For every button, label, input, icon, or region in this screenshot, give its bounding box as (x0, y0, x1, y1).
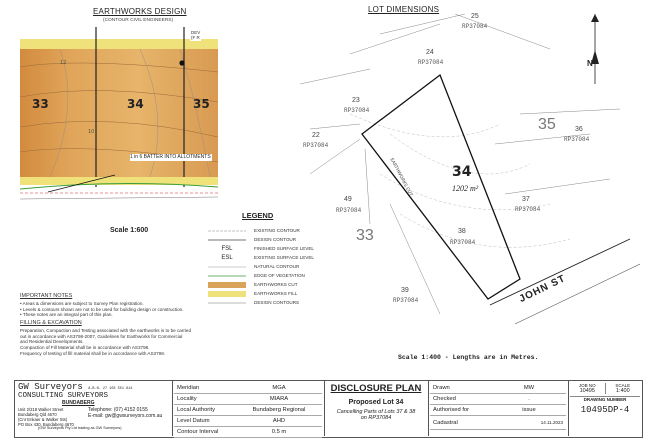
lot-plan: RP37084 (393, 297, 419, 304)
cut-label: EARTHWORKS CUT (388, 157, 413, 198)
on-plan-text: on RP37084 (360, 415, 392, 421)
lot-label: 39 (401, 287, 409, 294)
legend-abbr: ESL (221, 254, 233, 261)
lot-label: 23 (352, 97, 360, 104)
company-name: GW Surveyors (18, 382, 83, 392)
divider (324, 381, 325, 436)
legend-label: NATURAL CONTOUR (254, 264, 300, 269)
legend-title: LEGEND (242, 211, 274, 220)
legend-row (208, 262, 314, 271)
lot-label: 37 (522, 196, 530, 203)
filling-line: Frequency of testing of fill material shall be in accordance with AS3798. (20, 350, 166, 356)
lot-label: 36 (575, 126, 583, 133)
notes (20, 291, 280, 357)
job-panel (570, 383, 640, 415)
lot-label: 38 (458, 228, 466, 235)
lot-plan: RP37084 (303, 142, 329, 149)
street-name: JOHN ST (517, 273, 568, 305)
drawing-label: DRAWING NUMBER (583, 397, 627, 402)
lot-plan: RP37084 (450, 239, 476, 246)
lot-plan: RP37084 (336, 207, 362, 214)
address-line: PO Box 430, Bundaberg 4670 (18, 421, 74, 427)
big-lot-35: 35 (538, 116, 556, 133)
address-line: Unit 2/218 Walker Street (18, 406, 64, 412)
lot-plan: RP37084 (564, 136, 590, 143)
legend-label: EXISTING SURFACE LEVEL (254, 255, 314, 260)
legend-label: EARTHWORKS CUT (254, 282, 298, 287)
legend-label: EXISTING CONTOUR (254, 228, 300, 233)
cut-swatch (208, 282, 246, 288)
approval-row: Authorised for issue (430, 405, 566, 416)
job-no: 10495 (579, 388, 595, 394)
divider (428, 381, 429, 436)
ew-lot-33: 33 (32, 97, 49, 111)
contour-label: 12 (60, 60, 67, 66)
drawing-number: 10495DP-4 (580, 405, 630, 415)
filling-line: and Residential Developments. (20, 339, 84, 345)
ew-lot-34: 34 (127, 97, 144, 111)
big-lot-33: 33 (356, 227, 374, 244)
legend-row (208, 253, 314, 262)
field-row: Level Datum AHD (174, 416, 322, 427)
field-row: Contour Interval 0.5 m (174, 427, 322, 438)
plan-title: DISCLOSURE PLAN (330, 383, 422, 394)
town-label: BUNDABERG (62, 399, 95, 406)
lot-area: 1202 m² (452, 184, 479, 193)
address-line: (Cnr Enkaer & Walker Sts) (18, 416, 68, 422)
earthworks-scale: Scale 1:600 (110, 227, 149, 234)
north-label: N (587, 59, 593, 68)
main-lot-number: 34 (452, 164, 472, 180)
approval-row: Checked . (430, 394, 566, 405)
legend-label: EARTHWORKS FILL (254, 291, 298, 296)
legend-label: DESIGN CONTOURS (254, 300, 300, 305)
lot-plan: RP37084 (344, 107, 370, 114)
legend-row (208, 244, 314, 253)
ew-lot-35: 35 (193, 97, 210, 111)
lot-dimensions-title: LOT DIMENSIONS (368, 5, 440, 14)
legend-row (208, 280, 314, 289)
approval-row: Drawn MW (430, 383, 566, 394)
lot-plan: RP37084 (462, 23, 488, 30)
contour-label: 10 (88, 129, 95, 135)
note-item: • Levels & contours shown are not to be used for building design or construction. (20, 306, 184, 312)
earthworks-title: EARTHWORKS DESIGN (93, 7, 187, 16)
lot-label: 24 (426, 49, 434, 56)
company-footer: (GW Surveyors Pty Ltd trading as GW Surveyors) (38, 425, 122, 430)
email-link[interactable]: E-mail: gw@gwsurveyors.com.au (88, 412, 163, 419)
lot-plan: RP37084 (418, 59, 444, 66)
field-row: Meridian MGA (174, 383, 322, 394)
phone: Telephone: (07) 4152 0155 (88, 406, 148, 413)
divider (568, 381, 569, 436)
legend-row (208, 271, 314, 280)
field-row: Locality MIARA (174, 394, 322, 405)
note-item: • Areas & dimensions are subject to Survey Plan registration. (20, 300, 144, 306)
note-item: • These notes are an integral part of this plan. (20, 312, 113, 318)
lot-plan: RP37084 (515, 206, 541, 213)
consulting-label: CONSULTING SURVEYORS (18, 392, 109, 400)
earthworks-map (20, 27, 218, 223)
divider (172, 381, 173, 436)
lot-dimensions-scale: Scale 1:400 - Lengths are in Metres. (398, 354, 539, 361)
lot-label: 22 (312, 132, 320, 139)
filling-title: FILLING & EXCAVATION (20, 320, 82, 327)
legend-abbr: FSL (221, 245, 233, 252)
job-no-label: JOB NO (578, 383, 596, 388)
important-notes-title: IMPORTANT NOTES (20, 293, 73, 299)
plan-title-panel (326, 384, 426, 422)
legend-label: FINISHED SURFACE LEVEL (254, 246, 314, 251)
approvals (430, 383, 566, 430)
filling-line: out in accordance with AS3798-2007, Guidelines for Earthworks for Commercial (20, 333, 183, 339)
earthworks-corner-label: DEV (F R (191, 30, 201, 40)
earthworks-subtitle: (CONTOUR CIVIL ENGINEERS) (103, 18, 174, 23)
legend-row (208, 226, 314, 235)
lot-label: 49 (344, 196, 352, 203)
legend-row (208, 235, 314, 244)
batter-note: 1 in 6 BATTER INTO ALLOTMENTS (130, 154, 211, 160)
address-line: Bundaberg Qld 4670 (18, 411, 57, 417)
filling-line: Preparation, Compaction and Testing associated with the earthworks is to be carried (20, 327, 191, 333)
field-row: Local Authority Bundaberg Regional (174, 405, 322, 416)
filling-line: Compaction of Fill Material shall be in accordance with AS3798. (20, 345, 150, 351)
cancelling-text: Cancelling Parts of Lots 37 & 38 (336, 408, 416, 415)
scale-value: 1:400 (615, 388, 630, 394)
legend-label: DESIGN CONTOUR (254, 237, 297, 242)
company-panel (18, 383, 170, 435)
company-abn: A.B.N. 27 103 551 814 (88, 387, 133, 391)
lot-label: 25 (471, 13, 479, 20)
legend-label: EDGE OF VEGETATION (254, 273, 305, 278)
plan-fields (174, 383, 322, 438)
scale-label: SCALE (615, 383, 631, 388)
approval-row: Cadastral 14.11.2023 (430, 416, 566, 430)
proposed-lot: Proposed Lot 34 (348, 398, 404, 406)
